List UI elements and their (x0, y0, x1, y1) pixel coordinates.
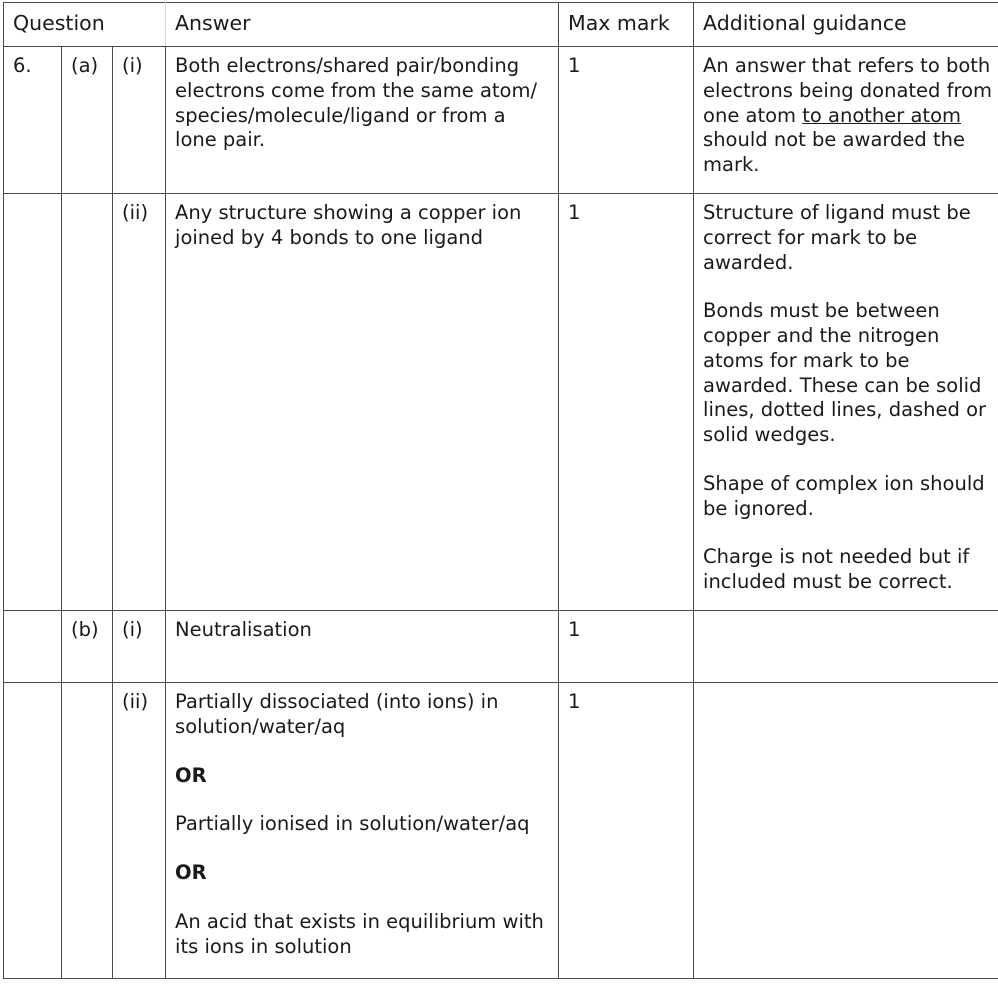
guidance-paragraph: Charge is not needed but if included must be correct. (703, 545, 970, 594)
cell-answer (166, 683, 559, 979)
cell-max-mark: 1 (559, 194, 694, 611)
column-header-max-mark: Max mark (559, 3, 694, 47)
cell-question-sub: (i) (113, 47, 166, 194)
column-header-additional-guidance: Additional guidance (694, 3, 998, 47)
answer-paragraph-or: OR (175, 861, 207, 885)
cell-answer (166, 611, 559, 683)
guidance-paragraph: Structure of ligand must be correct for mark to be awarded. (703, 201, 971, 274)
column-header-answer: Answer (166, 3, 559, 47)
cell-additional-guidance (694, 611, 998, 683)
table-header (4, 3, 998, 47)
table-row (4, 683, 998, 979)
guidance-text-part-2: should not be awarded the mark. (703, 128, 966, 177)
cell-question-number (4, 683, 62, 979)
answer-paragraph: An acid that exists in equilibrium with its ions in solution (175, 909, 544, 958)
table-row (4, 611, 998, 683)
answer-paragraph: Partially dissociated (into ions) in solution/water/aq (175, 690, 499, 738)
answer-text: Both electrons/shared pair/bonding electrons come from the same atom/ species/molecule/ligand or from a lone pair. (175, 54, 538, 152)
guidance-paragraph: Shape of complex ion should be ignored. (703, 471, 985, 520)
cell-question-sub: (ii) (113, 683, 166, 979)
cell-additional-guidance (694, 47, 998, 194)
cell-additional-guidance (694, 194, 998, 611)
cell-max-mark: 1 (559, 683, 694, 979)
answer-text: Neutralisation (175, 618, 312, 642)
cell-question-part (62, 683, 113, 979)
cell-question-sub: (ii) (113, 194, 166, 611)
cell-max-mark: 1 (559, 47, 694, 194)
guidance-text-part-1: An answer that refers to both electrons being donated from one atom (703, 54, 992, 127)
cell-question-sub: (i) (113, 611, 166, 683)
answer-paragraph-or: OR (175, 763, 207, 787)
answer-text: Any structure showing a copper ion joined by 4 bonds to one ligand (175, 201, 522, 249)
cell-question-number (4, 194, 62, 611)
cell-answer (166, 47, 559, 194)
cell-question-part (62, 194, 113, 611)
header-row (4, 3, 998, 47)
cell-question-number (4, 611, 62, 683)
table-row (4, 47, 998, 194)
guidance-text (703, 54, 998, 178)
cell-question-part: (a) (62, 47, 113, 194)
marking-scheme-table (3, 2, 998, 979)
cell-answer (166, 194, 559, 611)
guidance-text-underlined: to another atom (802, 103, 962, 127)
column-header-question: Question (4, 3, 166, 47)
cell-question-number: 6. (4, 47, 62, 194)
answer-paragraph: Partially ionised in solution/water/aq (175, 812, 530, 836)
table-body (4, 47, 998, 979)
cell-max-mark: 1 (559, 611, 694, 683)
cell-additional-guidance (694, 683, 998, 979)
cell-question-part: (b) (62, 611, 113, 683)
table-row (4, 194, 998, 611)
guidance-paragraph: Bonds must be between copper and the nitrogen atoms for mark to be awarded. These can be solid lines, dotted lines, dashed or solid wedges. (703, 299, 987, 447)
